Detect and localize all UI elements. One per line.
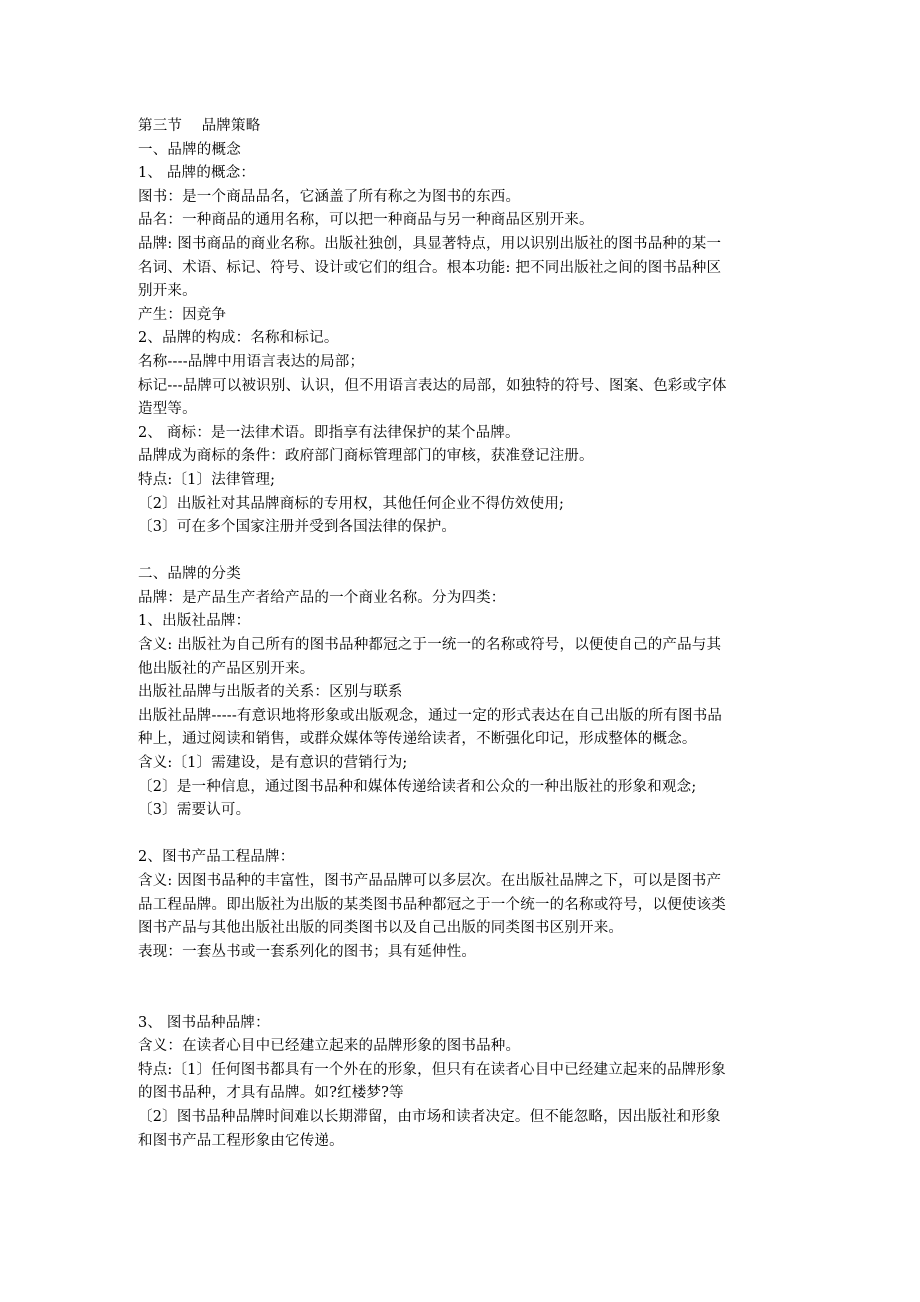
text-line: 他出版社的产品区别开来。 [138,660,315,677]
subheading: 2、品牌的构成：名称和标记。 [138,330,339,347]
text-line: 含义：在读者心目中已经建立起来的品牌形象的图书品种。 [138,1038,521,1055]
text-line: 品牌成为商标的条件：政府部门商标管理部门的审核，获准登记注册。 [138,448,594,465]
text-line: 〔2〕是一种信息，通过图书品种和媒体传递给读者和公众的一种出版社的形象和观念; [138,778,697,795]
section-title: 第三节 品牌策略 [138,118,261,134]
text-line: 名词、术语、标记、符号、设计或它们的组合。根本功能: 把不同出版社之间的图书品种区 [138,259,722,276]
text-line: 特点:〔1〕法律管理; [138,471,276,488]
text-line: 品名：一种商品的通用名称，可以把一种商品与另一种商品区别开来。 [138,212,594,229]
subheading: 1、 品牌的概念： [138,165,256,182]
subheading: 1、出版社品牌： [138,613,251,630]
blank-line [138,540,788,564]
text-line: 和图书产品工程形象由它传递。 [138,1132,344,1149]
text-line: 图书产品与其他出版社出版的同类图书以及自己出版的同类图书区别开来。 [138,920,624,937]
text-line: 〔3〕需要认可。 [138,802,251,819]
subheading: 2、图书产品工程品牌： [138,849,295,866]
text-line: 〔3〕可在多个国家注册并受到各国法律的保护。 [138,519,457,536]
text-line: 品工程品牌。即出版社为出版的某类图书品种都冠之于一个统一的名称或符号，以便使该类 [138,896,726,913]
blank-line [138,964,788,1011]
text-line: 种上，通过阅读和销售，或群众媒体等传递给读者，不断强化印记，形成整体的概念。 [138,731,697,748]
text-line: 出版社品牌-----有意识地将形象或出版观念，通过一定的形式表达在自己出版的所有图书品 [138,707,723,724]
text-line: 表现：一套丛书或一套系列化的图书；具有延伸性。 [138,943,477,960]
text-line: 品牌：是产品生产者给产品的一个商业名称。分为四类： [138,589,506,606]
text-line: 的图书品种，才具有品牌。如?红楼梦?等 [138,1085,404,1102]
text-line: 标记---品牌可以被识别、认识，但不用语言表达的局部，如独特的符号、图案、色彩或字体 [138,377,727,394]
blank-line [138,823,788,847]
document-body [138,115,788,1153]
text-line: 名称----品牌中用语言表达的局部； [138,353,365,370]
text-line: 〔2〕图书品种品牌时间难以长期滞留，由市场和读者决定。但不能忽略，因出版社和形象 [138,1108,721,1125]
heading-2: 二、品牌的分类 [138,566,241,583]
subheading: 2、 商标：是一法律术语。即指享有法律保护的某个品牌。 [138,424,520,441]
heading-1: 一、品牌的概念 [138,141,241,158]
text-line: 含义: 出版社为自己所有的图书品种都冠之于一统一的名称或符号，以便使自己的产品与其 [138,637,722,654]
text-line: 〔2〕出版社对其品牌商标的专用权，其他任何企业不得仿效使用; [138,495,565,512]
text-line: 图书：是一个商品品名，它涵盖了所有称之为图书的东西。 [138,188,521,205]
text-line: 含义:〔1〕需建设，是有意识的营销行为; [138,755,408,772]
text-line: 造型等。 [138,401,197,418]
text-line: 含义: 因图书品种的丰富性，图书产品品牌可以多层次。在出版社品牌之下，可以是图书产 [138,873,722,889]
text-line: 特点:〔1〕任何图书都具有一个外在的形象，但只有在读者心目中已经建立起来的品牌形象 [138,1061,726,1078]
subheading: 3、 图书品种品牌： [138,1014,270,1031]
text-line: 出版社品牌与出版者的关系：区别与联系 [138,684,403,701]
text-line: 产生：因竞争 [138,306,227,323]
text-line: 别开来。 [138,283,197,300]
text-line: 品牌: 图书商品的商业名称。出版社独创，具显著特点，用以识别出版社的图书品种的某一 [138,235,722,252]
